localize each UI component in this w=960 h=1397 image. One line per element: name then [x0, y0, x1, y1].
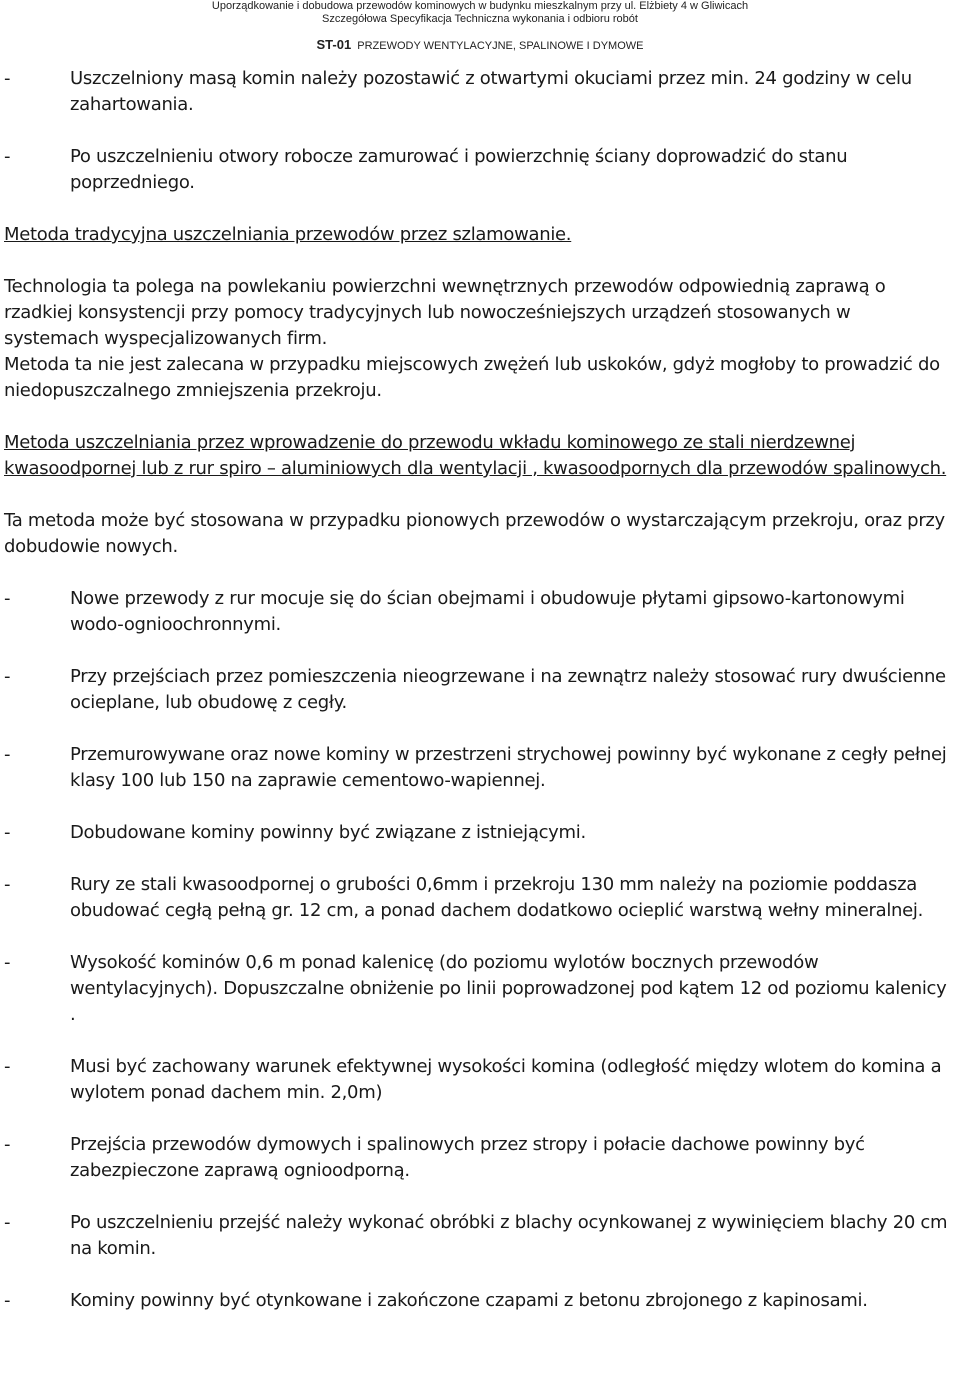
- method2-paragraph-1: Ta metoda może być stosowana w przypadku pionowych przewodów o wystarczającym przekroju, oraz przy dobudowie nowych.: [4, 510, 945, 557]
- list-item: [4, 664, 950, 716]
- list-item: [4, 1288, 950, 1314]
- list-item: [4, 586, 950, 638]
- list-dash: -: [4, 588, 11, 609]
- method1-paragraph-1: Technologia ta polega na powlekaniu powierzchni wewnętrznych przewodów odpowiednią zaprawą o rzadkiej konsystencji przy pomocy tradycyjnych lub nowocześniejszych urządzeń stosowanych w systemach wyspecjalizowanych firm.: [4, 276, 886, 349]
- list-item-text: Przejścia przewodów dymowych i spalinowych przez stropy i połacie dachowe powinny być zabezpieczone zaprawą ognioodporną.: [70, 1134, 865, 1181]
- list-item: [4, 66, 950, 118]
- list-dash: -: [4, 68, 11, 89]
- header-section: [0, 38, 960, 53]
- list-item: [4, 1210, 950, 1262]
- list-dash: -: [4, 744, 11, 765]
- list-item: [4, 1132, 950, 1184]
- list-item-text: Musi być zachowany warunek efektywnej wysokości komina (odległość między wlotem do komina a wylotem ponad dachem min. 2,0m): [70, 1056, 942, 1103]
- list-dash: -: [4, 1134, 11, 1155]
- list-item-text: Uszczelniony masą komin należy pozostawić z otwartymi okuciami przez min. 24 godziny w celu zahartowania.: [70, 68, 912, 115]
- page-header: [0, 0, 960, 53]
- list-item-text: Kominy powinny być otynkowane i zakończone czapami z betonu zbrojonego z kapinosami.: [70, 1290, 868, 1311]
- list-dash: -: [4, 146, 11, 167]
- header-section-title: PRZEWODY WENTYLACYJNE, SPALINOWE I DYMOWE: [357, 40, 644, 52]
- list-item-text: Nowe przewody z rur mocuje się do ścian obejmami i obudowuje płytami gipsowo-kartonowymi wodo-ognioochronnymi.: [70, 588, 905, 635]
- header-section-code: ST-01: [316, 37, 352, 52]
- method2-heading: Metoda uszczelniania przez wprowadzenie do przewodu wkładu kominowego ze stali nierdzewnej kwasoodpornej lub z rur spiro – aluminiowych dla wentylacji , kwasoodpornych dla przewodów spalinowych.: [4, 432, 947, 479]
- list-item: [4, 872, 950, 924]
- method1-paragraph-2: Metoda ta nie jest zalecana w przypadku miejscowych zwężeń lub uskoków, gdyż mogłoby to prowadzić do niedopuszczalnego zmniejszenia przekroju.: [4, 354, 940, 401]
- list-item-text: Wysokość kominów 0,6 m ponad kalenicę (do poziomu wylotów bocznych przewodów wentylacyjnych). Dopuszczalne obniżenie po linii poprowadzonej pod kątem 12 od poziomu kalenicy .: [70, 952, 947, 1025]
- header-project-title: Uporządkowanie i dobudowa przewodów kominowych w budynku mieszkalnym przy ul. Elżbiety 4 w Gliwicach: [211, 0, 749, 12]
- list-dash: -: [4, 1056, 11, 1077]
- list-item-text: Przemurowywane oraz nowe kominy w przestrzeni strychowej powinny być wykonane z cegły pełnej klasy 100 lub 150 na zaprawie cementowo-wapiennej.: [70, 744, 947, 791]
- list-item: [4, 820, 950, 846]
- list-item: [4, 144, 950, 196]
- list-item-text: Po uszczelnieniu otwory robocze zamurować i powierzchnię ściany doprowadzić do stanu poprzedniego.: [70, 146, 848, 193]
- list-dash: -: [4, 666, 11, 687]
- list-item-text: Przy przejściach przez pomieszczenia nieogrzewane i na zewnątrz należy stosować rury dwuścienne ocieplane, lub obudowę z cegły.: [70, 666, 946, 713]
- list-item: [4, 950, 950, 1028]
- list-item-text: Dobudowane kominy powinny być związane z istniejącymi.: [70, 822, 586, 843]
- list-dash: -: [4, 874, 11, 895]
- list-dash: -: [4, 1212, 11, 1233]
- list-dash: -: [4, 952, 11, 973]
- header-spec-title: Szczegółowa Specyfikacja Techniczna wykonania i odbioru robót: [322, 13, 638, 25]
- method1-heading: Metoda tradycyjna uszczelniania przewodów przez szlamowanie.: [4, 224, 572, 245]
- list-item: [4, 742, 950, 794]
- list-item-text: Po uszczelnieniu przejść należy wykonać obróbki z blachy ocynkowanej z wywinięciem blachy 20 cm na komin.: [70, 1212, 948, 1259]
- list-item-text: Rury ze stali kwasoodpornej o grubości 0,6mm i przekroju 130 mm należy na poziomie poddasza obudować cegłą pełną gr. 12 cm, a ponad dachem dodatkowo ocieplić warstwą wełny mineralnej.: [70, 874, 924, 921]
- document-body: [4, 66, 950, 1340]
- list-item: [4, 1054, 950, 1106]
- list-dash: -: [4, 1290, 11, 1311]
- list-dash: -: [4, 822, 11, 843]
